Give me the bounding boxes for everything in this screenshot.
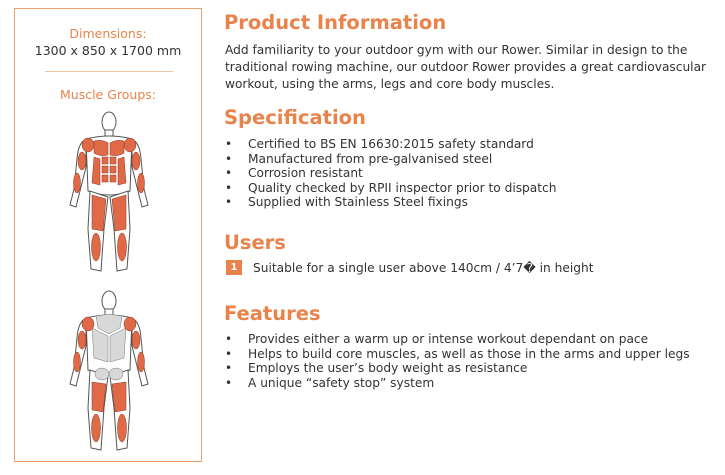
front-body-muscle-diagram	[64, 109, 154, 277]
list-item: • Corrosion resistant	[225, 166, 363, 181]
list-item: • Manufactured from pre-galvanised steel	[225, 151, 493, 166]
users-text: Suitable for a single user above 140cm / 4’7� in height	[253, 261, 594, 275]
dimensions-value: 1300 x 850 x 1700 mm	[34, 43, 182, 58]
bullet: •	[225, 375, 233, 390]
bullet: •	[225, 195, 233, 210]
bullet: •	[225, 332, 233, 346]
product-description: Add familiarity to your outdoor gym with our Rower. Similar in design to the traditional rowing machine, our outdoor Rower provides a great cardiovascular workout, using the arms, legs and core body muscles.	[225, 43, 707, 91]
features-heading: Features	[224, 302, 321, 325]
specs-sidebar	[14, 8, 202, 462]
specification-list	[224, 137, 719, 210]
features-list	[224, 332, 719, 390]
bullet: •	[225, 137, 233, 151]
bullet: •	[225, 166, 233, 181]
dimensions-label: Dimensions:	[69, 26, 147, 41]
muscle-groups-label: Muscle Groups:	[59, 87, 156, 102]
bullet: •	[225, 346, 233, 361]
specification-heading: Specification	[224, 106, 366, 129]
list-item: • Supplied with Stainless Steel fixings	[225, 195, 468, 210]
user-count-badge: 1	[226, 260, 242, 275]
bullet: •	[225, 180, 233, 195]
users-row	[226, 259, 716, 277]
list-item: • A unique “safety stop” system	[225, 375, 435, 390]
list-item: • Employs the user’s body weight as resistance	[225, 361, 528, 376]
list-item: • Quality checked by RPII inspector prior to dispatch	[225, 180, 557, 195]
list-item: • Certified to BS EN 16630:2015 safety standard	[225, 137, 534, 151]
list-item: • Provides either a warm up or intense workout dependant on pace	[225, 332, 649, 346]
back-body-muscle-diagram	[64, 288, 154, 456]
product-information-heading: Product Information	[224, 11, 447, 34]
list-item: • Helps to build core muscles, as well as those in the arms and upper legs	[225, 346, 690, 361]
bullet: •	[225, 361, 233, 376]
sidebar-divider	[45, 71, 173, 72]
bullet: •	[225, 151, 233, 166]
users-heading: Users	[224, 231, 286, 254]
